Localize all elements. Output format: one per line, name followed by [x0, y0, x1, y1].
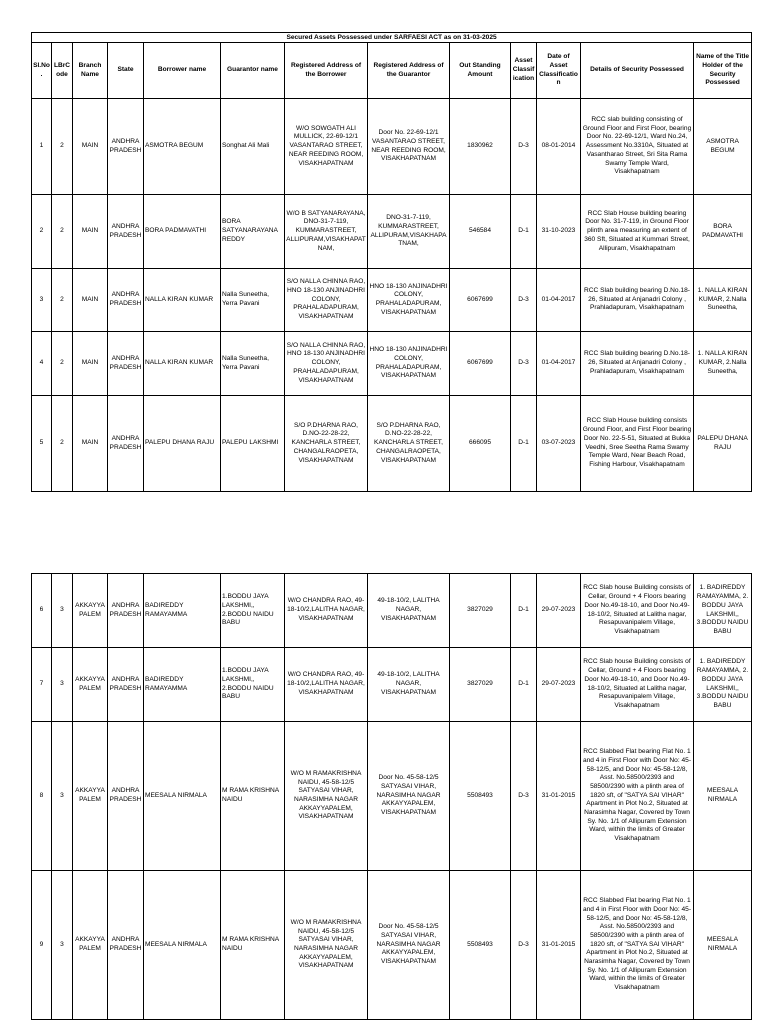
- cell-slno: 5: [32, 396, 52, 492]
- cell-security: RCC Slab house Building consists of Cellar, Ground + 4 Floors bearing Door No.49-18-10, and Door No.49-18-10/2, Situated at Lalitha nagar, Resapuvanipalem Village, Visakhapatnam: [581, 574, 694, 648]
- cell-class-date: 01-04-2017: [537, 332, 581, 396]
- col-header-lbrcode: LBrCode: [52, 43, 73, 99]
- cell-amount: 1830962: [450, 99, 511, 195]
- cell-security: RCC Slabbed Flat bearing Flat No. 1 and 4 in First Floor with Door No: 45-58-12/5, and Door No: 45-58-12/8, Asst. No.58500/2393 and 58500/2390 with a plinth area of 1820 sft, of "SATYA SAI VIHAR" Apartment in Plot No.2, Situated at Narasimha Nagar, Covered by Town Sy. No. 1/1 of Allipuram Extension Ward, within the limits of Greater Visakhapatnam: [581, 871, 694, 1020]
- cell-guarantor: M RAMA KRISHNA NAIDU: [221, 871, 285, 1020]
- col-header-guarantor: Guarantor name: [221, 43, 285, 99]
- col-header-borrower-address: Registered Address of the Borrower: [285, 43, 368, 99]
- cell-branch: AKKAYYA PALEM: [73, 871, 108, 1020]
- cell-guarantor-address: DNO-31-7-119, KUMMARASTREET, ALLIPURAM,VISAKHAPATNAM,: [368, 195, 450, 269]
- cell-guarantor-address: S/O P.DHARNA RAO, D.NO-22-28-22, KANCHARLA STREET, CHANGALRAOPETA, VISAKHAPATNAM: [368, 396, 450, 492]
- cell-branch: AKKAYYA PALEM: [73, 574, 108, 648]
- cell-asset-class: D-3: [511, 722, 537, 871]
- col-header-branch: Branch Name: [73, 43, 108, 99]
- cell-guarantor: M RAMA KRISHNA NAIDU: [221, 722, 285, 871]
- cell-state: ANDHRA PRADESH: [108, 269, 144, 332]
- cell-guarantor: 1.BODDU JAYA LAKSHMI,, 2.BODDU NAIDU BABU: [221, 648, 285, 722]
- cell-amount: 6067699: [450, 332, 511, 396]
- cell-branch: AKKAYYA PALEM: [73, 648, 108, 722]
- cell-guarantor-address: Door No. 45-58-12/5 SATYASAI VIHAR, NARASIMHA NAGAR AKKAYYAPALEM, VISAKHAPATNAM: [368, 722, 450, 871]
- col-header-state: State: [108, 43, 144, 99]
- cell-asset-class: D-3: [511, 332, 537, 396]
- cell-amount: 5508493: [450, 871, 511, 1020]
- cell-title-holder: BORA PADMAVATHI: [694, 195, 752, 269]
- cell-title-holder: PALEPU DHANA RAJU: [694, 396, 752, 492]
- cell-class-date: 29-07-2023: [537, 574, 581, 648]
- cell-class-date: 01-04-2017: [537, 269, 581, 332]
- cell-borrower: NALLA KIRAN KUMAR: [144, 332, 221, 396]
- cell-class-date: 08-01-2014: [537, 99, 581, 195]
- cell-borrower: ASMOTRA BEGUM: [144, 99, 221, 195]
- table-body-top: [32, 99, 752, 492]
- cell-amount: 3827029: [450, 574, 511, 648]
- cell-lbrcode: 3: [52, 722, 73, 871]
- cell-asset-class: D-1: [511, 574, 537, 648]
- col-header-asset-class: Asset Classification: [511, 43, 537, 99]
- table-row: [32, 648, 752, 722]
- cell-guarantor-address: 49-18-10/2, LALITHA NAGAR, VISAKHAPATNAM: [368, 574, 450, 648]
- table-row: [32, 396, 752, 492]
- cell-branch: MAIN: [73, 195, 108, 269]
- cell-amount: 5508493: [450, 722, 511, 871]
- cell-class-date: 31-01-2015: [537, 722, 581, 871]
- cell-lbrcode: 2: [52, 396, 73, 492]
- cell-lbrcode: 3: [52, 574, 73, 648]
- cell-amount: 3827029: [450, 648, 511, 722]
- col-header-security: Details of Security Possessed: [581, 43, 694, 99]
- cell-borrower-address: W/O CHANDRA RAO, 49-18-10/2,LALITHA NAGAR, VISAKHAPATNAM: [285, 574, 368, 648]
- cell-security: RCC Slab house Building consists of Cellar, Ground + 4 Floors bearing Door No.49-18-10, and Door No.49-18-10/2, Situated at Lalitha nagar, Resapuvanipalem Village, Visakhapatnam: [581, 648, 694, 722]
- table-row: [32, 195, 752, 269]
- cell-security: RCC Slab building bearing D.No.18-26, Situated at Anjanadri Colony , Prahladapuram, Visakhapatnam: [581, 269, 694, 332]
- cell-slno: 3: [32, 269, 52, 332]
- secured-assets-table-bottom: [31, 573, 752, 1020]
- cell-asset-class: D-3: [511, 871, 537, 1020]
- cell-title-holder: MEESALA NIRMALA: [694, 871, 752, 1020]
- cell-borrower-address: W/O M RAMAKRISHNA NAIDU, 45-58-12/5 SATYASAI VIHAR, NARASIMHA NAGAR AKKAYYAPALEM, VISAKHAPATNAM: [285, 722, 368, 871]
- cell-slno: 8: [32, 722, 52, 871]
- cell-slno: 1: [32, 99, 52, 195]
- cell-slno: 7: [32, 648, 52, 722]
- cell-title-holder: ASMOTRA BEGUM: [694, 99, 752, 195]
- cell-title-holder: 1. BADIREDDY RAMAYAMMA, 2. BODDU JAYA LAKSHMI,, 3.BODDU NAIDU BABU: [694, 574, 752, 648]
- cell-slno: 9: [32, 871, 52, 1020]
- cell-guarantor: Songhat Ali Mali: [221, 99, 285, 195]
- cell-state: ANDHRA PRADESH: [108, 574, 144, 648]
- table-row: [32, 722, 752, 871]
- cell-title-holder: 1. NALLA KIRAN KUMAR, 2.Nalla Suneetha,: [694, 332, 752, 396]
- cell-guarantor-address: Door No. 22-69-12/1 VASANTARAO STREET, NEAR REEDING ROOM, VISAKHAPATNAM: [368, 99, 450, 195]
- cell-asset-class: D-3: [511, 99, 537, 195]
- cell-guarantor: Nalla Suneetha, Yerra Pavani: [221, 332, 285, 396]
- cell-state: ANDHRA PRADESH: [108, 648, 144, 722]
- cell-borrower: BORA PADMAVATHI: [144, 195, 221, 269]
- cell-amount: 666095: [450, 396, 511, 492]
- cell-guarantor-address: 49-18-10/2, LALITHA NAGAR, VISAKHAPATNAM: [368, 648, 450, 722]
- cell-guarantor: 1.BODDU JAYA LAKSHMI,, 2.BODDU NAIDU BABU: [221, 574, 285, 648]
- cell-security: RCC Slab House building bearing Door No. 31-7-119, in Ground Floor plinth area measuring an extent of 360 Sft, Situated at Kummari Street, Allipuram, Visakhapatnam: [581, 195, 694, 269]
- cell-borrower: BADIREDDY RAMAYAMMA: [144, 574, 221, 648]
- cell-state: ANDHRA PRADESH: [108, 871, 144, 1020]
- cell-borrower: NALLA KIRAN KUMAR: [144, 269, 221, 332]
- cell-security: RCC Slab building bearing D.No.18-26, Situated at Anjanadri Colony , Prahladapuram, Visakhapatnam: [581, 332, 694, 396]
- cell-borrower-address: S/O NALLA CHINNA RAO, HNO 18-130 ANJINADHRI COLONY, PRAHALADAPURAM, VISAKHAPATNAM: [285, 332, 368, 396]
- col-header-guarantor-address: Registered Address of the Guarantor: [368, 43, 450, 99]
- cell-asset-class: D-1: [511, 396, 537, 492]
- cell-lbrcode: 2: [52, 269, 73, 332]
- table-row: [32, 871, 752, 1020]
- cell-branch: MAIN: [73, 396, 108, 492]
- col-header-title-holder: Name of the Title Holder of the Security Possessed: [694, 43, 752, 99]
- cell-guarantor: BORA SATYANARAYANA REDDY: [221, 195, 285, 269]
- cell-title-holder: 1. NALLA KIRAN KUMAR, 2.Nalla Suneetha,: [694, 269, 752, 332]
- cell-borrower-address: W/O SOWGATH ALI MULLICK, 22-69-12/1 VASANTARAO STREET, NEAR REEDING ROOM, VISAKHAPATNAM: [285, 99, 368, 195]
- cell-class-date: 31-01-2015: [537, 871, 581, 1020]
- cell-borrower: BADIREDDY RAMAYAMMA: [144, 648, 221, 722]
- cell-security: RCC Slab House building consists Ground Floor, and First Floor bearing Door No. 22-5-51, Situated at Bukka Veedhi, Sree Seetha Rama Swamy Temple Ward, Near Beach Road, Fishing Harbour, Visakhapatnam: [581, 396, 694, 492]
- table-row: [32, 269, 752, 332]
- cell-state: ANDHRA PRADESH: [108, 396, 144, 492]
- cell-borrower: PALEPU DHANA RAJU: [144, 396, 221, 492]
- cell-guarantor-address: Door No. 45-58-12/5 SATYASAI VIHAR, NARASIMHA NAGAR AKKAYYAPALEM, VISAKHAPATNAM: [368, 871, 450, 1020]
- cell-branch: AKKAYYA PALEM: [73, 722, 108, 871]
- col-header-amount: Out Standing Amount: [450, 43, 511, 99]
- cell-title-holder: 1. BADIREDDY RAMAYAMMA, 2. BODDU JAYA LAKSHMI,, 3.BODDU NAIDU BABU: [694, 648, 752, 722]
- cell-slno: 4: [32, 332, 52, 396]
- cell-title-holder: MEESALA NIRMALA: [694, 722, 752, 871]
- cell-borrower-address: S/O NALLA CHINNA RAO, HNO 18-130 ANJINADHRI COLONY, PRAHALADAPURAM, VISAKHAPATNAM: [285, 269, 368, 332]
- page-title: Secured Assets Possessed under SARFAESI ACT as on 31-03-2025: [32, 33, 752, 43]
- header-row: [32, 43, 752, 99]
- cell-guarantor: PALEPU LAKSHMI: [221, 396, 285, 492]
- table-body-bottom: [32, 574, 752, 1020]
- cell-borrower: MEESALA NIRMALA: [144, 871, 221, 1020]
- cell-class-date: 29-07-2023: [537, 648, 581, 722]
- cell-branch: MAIN: [73, 99, 108, 195]
- cell-asset-class: D-1: [511, 195, 537, 269]
- cell-guarantor: Nalla Suneetha, Yerra Pavani: [221, 269, 285, 332]
- cell-state: ANDHRA PRADESH: [108, 195, 144, 269]
- cell-lbrcode: 2: [52, 99, 73, 195]
- cell-branch: MAIN: [73, 269, 108, 332]
- cell-branch: MAIN: [73, 332, 108, 396]
- cell-borrower-address: W/O M RAMAKRISHNA NAIDU, 45-58-12/5 SATYASAI VIHAR, NARASIMHA NAGAR AKKAYYAPALEM, VISAKHAPATNAM: [285, 871, 368, 1020]
- cell-guarantor-address: HNO 18-130 ANJINADHRI COLONY, PRAHALADAPURAM, VISAKHAPATNAM: [368, 332, 450, 396]
- cell-state: ANDHRA PRADESH: [108, 722, 144, 871]
- cell-borrower-address: W/O B SATYANARAYANA, DNO-31-7-119, KUMMARASTREET, ALLIPURAM,VISAKHAPATNAM,: [285, 195, 368, 269]
- cell-asset-class: D-3: [511, 269, 537, 332]
- cell-lbrcode: 2: [52, 195, 73, 269]
- cell-slno: 2: [32, 195, 52, 269]
- cell-class-date: 31-10-2023: [537, 195, 581, 269]
- cell-guarantor-address: HNO 18-130 ANJINADHRI COLONY, PRAHALADAPURAM, VISAKHAPATNAM: [368, 269, 450, 332]
- cell-asset-class: D-1: [511, 648, 537, 722]
- cell-security: RCC Slabbed Flat bearing Flat No. 1 and 4 in First Floor with Door No: 45-58-12/5, and Door No: 45-58-12/8, Asst. No.58500/2393 and 58500/2390 with a plinth area of 1820 sft, of "SATYA SAI VIHAR" Apartment in Plot No.2, Situated at Narasimha Nagar, Covered by Town Sy. No. 1/1 of Allipuram Extension Ward, within the limits of Greater Visakhapatnam: [581, 722, 694, 871]
- col-header-borrower: Borrower name: [144, 43, 221, 99]
- cell-lbrcode: 2: [52, 332, 73, 396]
- col-header-class-date: Date of Asset Classification: [537, 43, 581, 99]
- secured-assets-table-top: [31, 32, 752, 492]
- cell-class-date: 03-07-2023: [537, 396, 581, 492]
- cell-lbrcode: 3: [52, 871, 73, 1020]
- cell-borrower: MEESALA NIRMALA: [144, 722, 221, 871]
- table-row: [32, 574, 752, 648]
- cell-borrower-address: S/O P.DHARNA RAO, D.NO-22-28-22, KANCHARLA STREET, CHANGALRAOPETA, VISAKHAPATNAM: [285, 396, 368, 492]
- cell-state: ANDHRA PRADESH: [108, 332, 144, 396]
- col-header-slno: Sl.No.: [32, 43, 52, 99]
- table-row: [32, 332, 752, 396]
- cell-state: ANDHRA PRADESH: [108, 99, 144, 195]
- cell-amount: 6067699: [450, 269, 511, 332]
- cell-lbrcode: 3: [52, 648, 73, 722]
- cell-amount: 546584: [450, 195, 511, 269]
- cell-security: RCC slab building consisting of Ground Floor and First Floor, bearing Door No. 22-69-12/1, Ward No.24, Assessment No.3310A, Situated at Vasantharao Street, Sri Sita Rama Swamy Temple Ward, Visakhapatnam: [581, 99, 694, 195]
- cell-slno: 6: [32, 574, 52, 648]
- table-row: [32, 99, 752, 195]
- cell-borrower-address: W/O CHANDRA RAO, 49-18-10/2,LALITHA NAGAR, VISAKHAPATNAM: [285, 648, 368, 722]
